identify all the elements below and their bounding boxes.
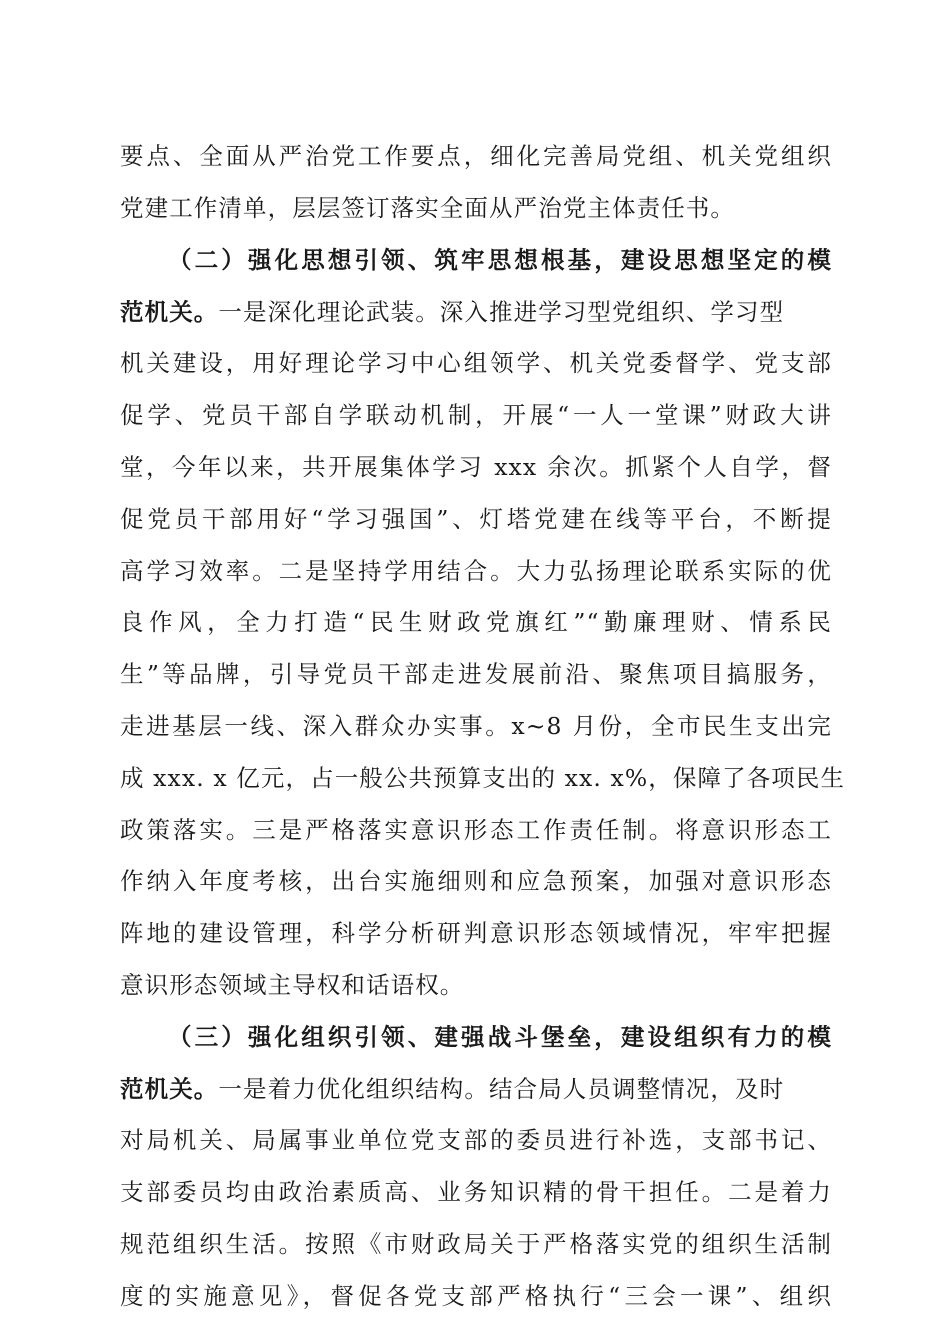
text-line: 高学习效率。二是坚持学用结合。大力弘扬理论联系实际的优 bbox=[120, 557, 832, 585]
text-line-mixed bbox=[120, 298, 784, 326]
text-line: 要点、全面从严治党工作要点，细化完善局党组、机关党组织 bbox=[120, 142, 832, 170]
text-line: 度的实施意见》，督促各党支部严格执行“三会一课”、组织 bbox=[120, 1282, 832, 1310]
section-heading-2-end: 范机关。 bbox=[120, 298, 219, 326]
text-line: 堂，今年以来，共开展集体学习 xxx 余次。抓紧个人自学，督 bbox=[120, 453, 832, 481]
section-heading-3-end: 范机关。 bbox=[120, 1075, 219, 1103]
text-line: 对局机关、局属事业单位党支部的委员进行补选，支部书记、 bbox=[120, 1126, 832, 1154]
text-line: 作纳入年度考核，出台实施细则和应急预案，加强对意识形态 bbox=[120, 867, 832, 895]
text-line: 生”等品牌，引导党员干部走进发展前沿、聚焦项目搞服务， bbox=[120, 660, 832, 688]
text-line: 政策落实。三是严格落实意识形态工作责任制。将意识形态工 bbox=[120, 816, 832, 844]
text-line: 意识形态领域主导权和话语权。 bbox=[120, 971, 465, 999]
text-line: 机关建设，用好理论学习中心组领学、机关党委督学、党支部 bbox=[120, 349, 832, 377]
section-heading-2: （二）强化思想引领、筑牢思想根基，建设思想坚定的模 bbox=[168, 246, 832, 274]
text-line: 规范组织生活。按照《市财政局关于严格落实党的组织生活制 bbox=[120, 1230, 832, 1258]
text-line: 党建工作清单，层层签订落实全面从严治党主体责任书。 bbox=[120, 194, 735, 222]
text-line: 成 xxx. x 亿元，占一般公共预算支出的 xx. x%，保障了各项民生 bbox=[120, 764, 846, 792]
text-line: 阵地的建设管理，科学分析研判意识形态领域情况，牢牢把握 bbox=[120, 919, 832, 947]
text-line: 走进基层一线、深入群众办实事。x~8 月份，全市民生支出完 bbox=[120, 712, 832, 740]
section-heading-3: （三）强化组织引领、建强战斗堡垒，建设组织有力的模 bbox=[168, 1023, 832, 1051]
text-run: 一是着力优化组织结构。结合局人员调整情况，及时 bbox=[218, 1075, 785, 1103]
text-line: 促学、党员干部自学联动机制，开展“一人一堂课”财政大讲 bbox=[120, 401, 832, 429]
text-line-mixed bbox=[120, 1075, 784, 1103]
text-run: 一是深化理论武装。深入推进学习型党组织、学习型 bbox=[218, 298, 785, 326]
text-line: 良作风，全力打造“民生财政党旗红”“勤廉理财、情系民 bbox=[120, 608, 832, 636]
text-line: 促党员干部用好“学习强国”、灯塔党建在线等平台，不断提 bbox=[120, 505, 832, 533]
text-line: 支部委员均由政治素质高、业务知识精的骨干担任。二是着力 bbox=[120, 1178, 832, 1206]
